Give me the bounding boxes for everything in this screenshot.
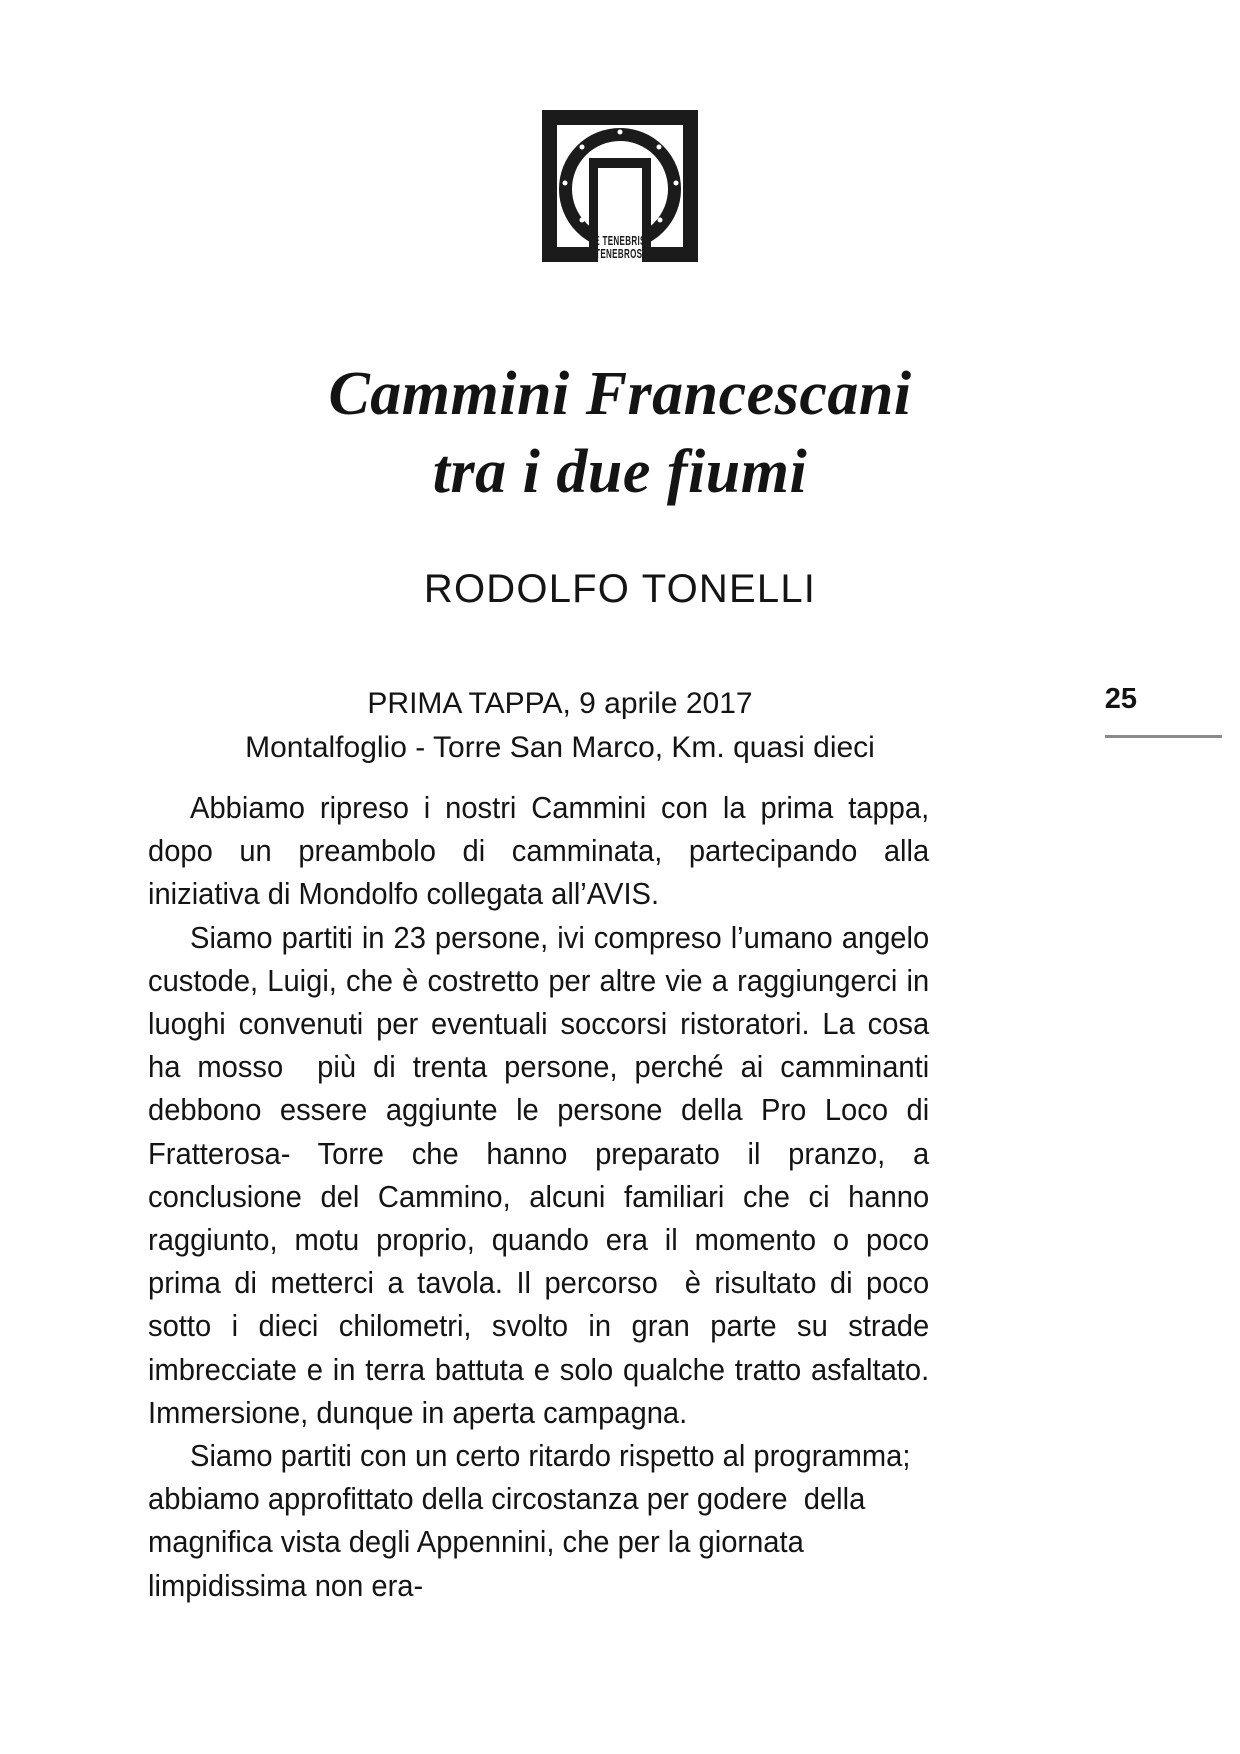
- body-paragraph-2: Siamo partiti in 23 persone, ivi compreso l’umano angelo custode, Luigi, che è costretto per altre vie a raggiungerci in luoghi convenuti per eventuali soccorsi ristoratori. La cosa ha mosso più di trenta persone, perché ai camminanti debbono essere aggiunte le persone della Pro Loco di Fratterosa- Torre che hanno preparato il pranzo, a conclusione del Cammino, alcuni familiari che ci hanno raggiunto, motu proprio, quando era il momento o poco prima di metterci a tavola. Il percorso è risultato di poco sotto i dieci chilometri, svolto in gran parte su strade imbrecciate e in terra battuta e solo qualche tratto asfaltato. Immersione, dunque in aperta campagna.: [148, 920, 938, 1430]
- page-title-line-1: Cammini Francescani: [328, 360, 912, 428]
- body-paragraph: [148, 787, 966, 917]
- stage-heading-line-1: PRIMA TAPPA, 9 aprile 2017: [367, 687, 753, 720]
- emblem-motto-line-2: TENEBROSI: [595, 246, 645, 261]
- emblem-dot: [658, 218, 663, 223]
- body-paragraph-3: Siamo partiti con un certo ritardo rispetto al programma; abbiamo approfittato della circostanza per godere della magnifica vista degli Appennini, che per la giornata limpidissima non era-: [148, 1439, 919, 1603]
- page-number-rule: [1105, 735, 1222, 738]
- emblem-motto: [580, 234, 661, 260]
- emblem-dot: [563, 181, 568, 186]
- title-block: [0, 355, 1240, 612]
- page-number: 25: [1104, 683, 1137, 715]
- stage-heading-line-2: Montalfoglio - Torre San Marco, Km. quasi dieci: [245, 731, 875, 764]
- body-paragraph: [148, 1435, 966, 1608]
- emblem-motto-line-1: E TENEBRIS: [594, 233, 646, 248]
- body-text: [148, 787, 966, 1608]
- body-paragraph: [148, 917, 966, 1435]
- author-name: RODOLFO TONELLI: [423, 567, 817, 611]
- logo-container: [0, 110, 1240, 262]
- emblem-dot: [618, 130, 623, 135]
- emblem-dot: [657, 145, 662, 150]
- page-title-line-2: tra i due fiumi: [432, 438, 808, 506]
- emblem-dot: [580, 145, 585, 150]
- emblem-dot: [674, 181, 679, 186]
- emblem-dot: [580, 218, 585, 223]
- stage-heading: [150, 682, 970, 770]
- body-paragraph-1: Abbiamo ripreso i nostri Cammini con la prima tappa, dopo un preambolo di camminata, partecipando alla iniziativa di Mondolfo collegata all’AVIS.: [148, 791, 938, 912]
- e-tenebris-tenebrosi-emblem-icon: [542, 110, 698, 262]
